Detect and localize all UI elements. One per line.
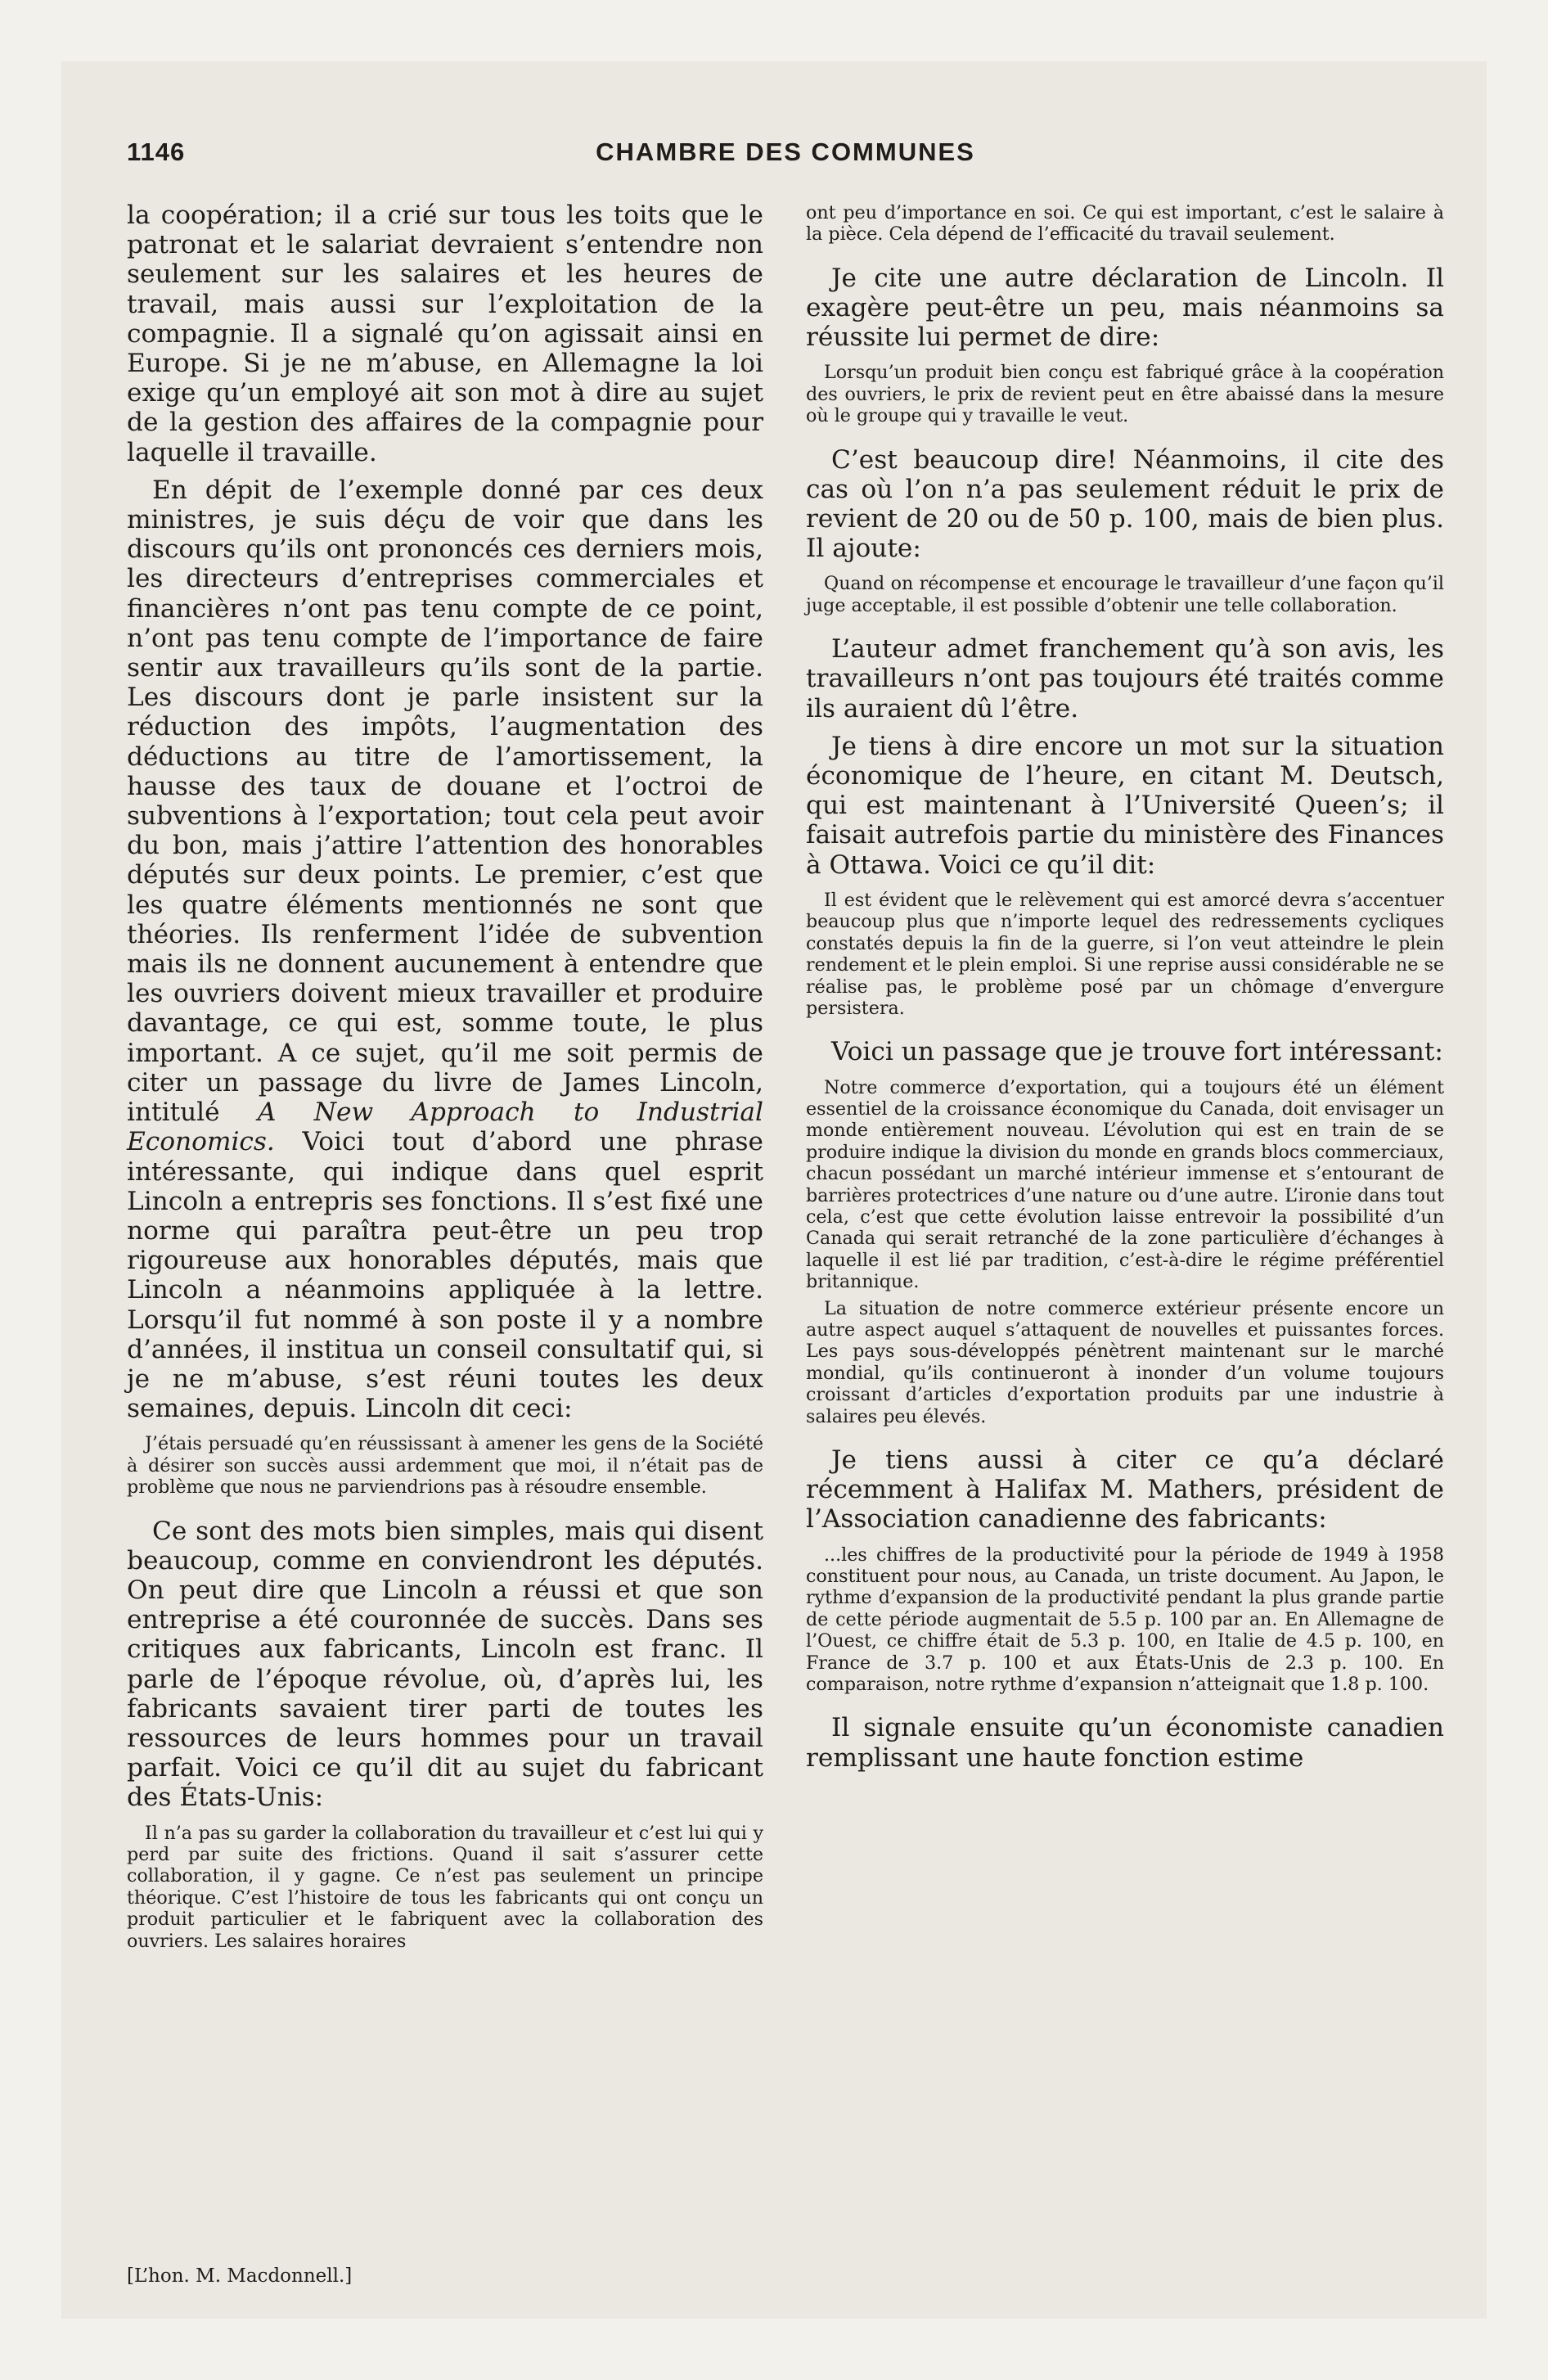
block-quote: J’étais persuadé qu’en réussissant à amener les gens de la Société à désirer son succès aussi ardemment que moi, il n’était pas de problème que nous ne parviendrions pas à résoudre ensemble. xyxy=(127,1433,763,1499)
page-header xyxy=(127,137,1444,170)
block-quote: Quand on récompense et encourage le travailleur d’une façon qu’il juge acceptable, il est possible d’obtenir une telle collaboration. xyxy=(806,573,1444,616)
left-column xyxy=(127,201,763,1970)
paragraph: L’auteur admet franchement qu’à son avis, les travailleurs n’ont pas toujours été traités comme ils auraient dû l’être. xyxy=(806,634,1444,723)
block-quote: La situation de notre commerce extérieur présente encore un autre aspect auquel s’attaquent de nouvelles et puissantes forces. Les pays sous-développés pénètrent maintenant sur le marché mondial, qu’ils continueront à inonder d’un volume toujours croissant d’articles d’exportation produits par une industrie à salaires peu élevés. xyxy=(806,1297,1444,1427)
block-quote: ont peu d’importance en soi. Ce qui est important, c’est le salaire à la pièce. Cela dépend de l’efficacité du travail seulement. xyxy=(806,202,1444,246)
page-number: 1146 xyxy=(127,137,186,166)
paragraph: Ce sont des mots bien simples, mais qui disent beaucoup, comme en conviendront les députés. On peut dire que Lincoln a réussi et que son entreprise a été couronnée de succès. Dans ses critiques aux fabricants, Lincoln est franc. Il parle de l’époque révolue, où, d’après lui, les fabricants savaient tirer parti de toutes les ressources de leurs hommes pour un travail parfait. Voici ce qu’il dit au sujet du fabricant des États-Unis: xyxy=(127,1516,763,1813)
block-quote: Notre commerce d’exportation, qui a toujours été un élément essentiel de la croissance économique du Canada, doit envisager un monde entièrement nouveau. L’évolution qui est en train de se produire indique la division du monde en grands blocs commerciaux, chacun possédant un marché intérieur immense et s’entourant de barrières protectrices d’une nature ou d’une autre. L’ironie dans tout cela, c’est que cette évolution laisse entrevoir la possibilité d’un Canada qui serait retranché de la zone particulière d’échanges à laquelle il est lié par tradition, c’est-à-dire le régime préférentiel britannique. xyxy=(806,1076,1444,1293)
block-quote: ...les chiffres de la productivité pour la période de 1949 à 1958 constituent pour nous, au Canada, un triste document. Au Japon, le rythme d’expansion de la productivité pendant la plus grande partie de cette période augmentait de 5.5 p. 100 par an. En Allemagne de l’Ouest, ce chiffre était de 5.3 p. 100, en Italie de 4.5 p. 100, en France de 3.7 p. 100 et aux États-Unis de 2.3 p. 100. En comparaison, notre rythme d’expansion n’atteignait que 1.8 p. 100. xyxy=(806,1544,1444,1696)
page-title: CHAMBRE DES COMMUNES xyxy=(596,137,975,166)
paragraph: C’est beaucoup dire! Néanmoins, il cite des cas où l’on n’a pas seulement réduit le prix de revient de 20 ou de 50 p. 100, mais de bien plus. Il ajoute: xyxy=(806,444,1444,564)
paragraph: Voici un passage que je trouve fort intéressant: xyxy=(831,1037,1443,1067)
right-column xyxy=(806,201,1444,1781)
block-quote: Il est évident que le relèvement qui est amorcé devra s’accentuer beaucoup plus que n’importe lequel des redressements cycliques constatés depuis la fin de la guerre, si l’on veut atteindre le plein rendement et le plein emploi. Si une reprise aussi considérable ne se réalise pas, le problème posé par un chômage d’envergure persistera. xyxy=(806,889,1444,1019)
paragraph: Il signale ensuite qu’un économiste canadien remplissant une haute fonction estime xyxy=(806,1713,1444,1773)
paragraph-text: Voici tout d’abord une phrase intéressante, qui indique dans quel esprit Lincoln a entrepris ses fonctions. Il s’est fixé une norme qui paraîtra peut-être un peu trop rigoureuse aux honorables députés, mais que Lincoln a néanmoins appliquée à la lettre. Lorsqu’il fut nommé à son poste il y a nombre d’années, il institua un conseil consultatif qui, si je ne m’abuse, s’est réuni toutes les deux semaines, depuis. Lincoln dit ceci: xyxy=(127,1127,763,1424)
paragraph: Je tiens aussi à citer ce qu’a déclaré récemment à Halifax M. Mathers, président de l’Association canadienne des fabricants: xyxy=(806,1445,1444,1535)
block-quote: Il n’a pas su garder la collaboration du travailleur et c’est lui qui y perd par suite des frictions. Quand il sait s’assurer cette collaboration, il y gagne. Ce n’est pas seulement un principe théorique. C’est l’histoire de tous les fabricants qui ont conçu un produit particulier et le fabriquent avec la collaboration des ouvriers. Les salaires horaires xyxy=(127,1822,763,1952)
paragraph xyxy=(127,476,763,1424)
block-quote: Lorsqu’un produit bien conçu est fabriqué grâce à la coopération des ouvriers, le prix de revient peut en être abaissé dans la mesure où le groupe qui y travaille le veut. xyxy=(806,362,1444,427)
paragraph: Je tiens à dire encore un mot sur la situation économique de l’heure, en citant M. Deutsch, qui est maintenant à l’Université Queen’s; il faisait autrefois partie du ministère des Finances à Ottawa. Voici ce qu’il dit: xyxy=(806,731,1444,880)
book-title: A New Approach to Industrial Economics. xyxy=(127,1098,763,1157)
speaker-footer: [L’hon. M. Macdonnell.] xyxy=(127,2265,353,2287)
paragraph: Je cite une autre déclaration de Lincoln. Il exagère peut-être un peu, mais néanmoins sa réussite lui permet de dire: xyxy=(806,263,1444,353)
paragraph-text: En dépit de l’exemple donné par ces deux ministres, je suis déçu de voir que dans les discours qu’ils ont prononcés ces derniers mois, les directeurs d’entreprises commerciales et financières n’ont pas tenu compte de ce point, n’ont pas tenu compte de l’importance de faire sentir aux travailleurs qu’ils sont de la partie. Les discours dont je parle insistent sur la réduction des impôts, l’augmentation des déductions au titre de l’amortissement, la hausse des taux de douane et l’octroi de subventions à l’exportation; tout cela peut avoir du bon, mais j’attire l’attention des honorables députés sur deux points. Le premier, c’est que les quatre éléments mentionnés ne sont que théories. Ils renferment l’idée de subvention mais ils ne donnent aucunement à entendre que les ouvriers doivent mieux travailler et produire davantage, ce qui est, somme toute, le plus important. A ce sujet, qu’il me soit permis de citer un passage du livre de James Lincoln, intitulé xyxy=(127,475,763,1128)
paragraph: la coopération; il a crié sur tous les toits que le patronat et le salariat devraient s’entendre non seulement sur les salaires et les heures de travail, mais aussi sur l’exploitation de la compagnie. Il a signalé qu’on agissait ainsi en Europe. Si je ne m’abuse, en Allemagne la loi exige qu’un employé ait son mot à dire au sujet de la gestion des affaires de la compagnie pour laquelle il travaille. xyxy=(127,201,763,467)
